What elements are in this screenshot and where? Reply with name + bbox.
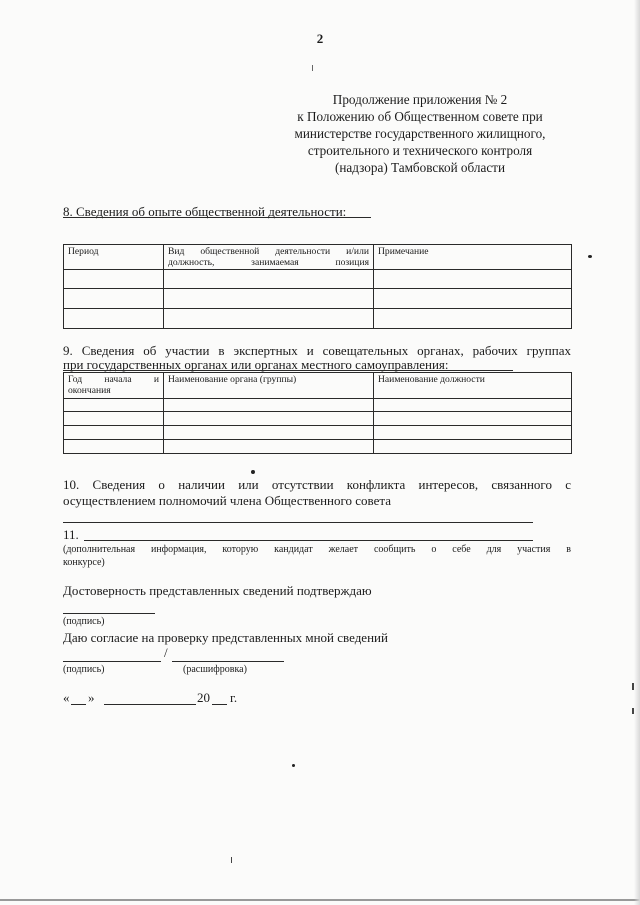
confirmation-text: Достоверность представленных сведений подтверждаю	[63, 583, 372, 598]
table-row	[64, 270, 572, 289]
signature-label: (подпись)	[63, 616, 105, 627]
table-cell[interactable]	[64, 412, 164, 426]
table-cell[interactable]	[64, 440, 164, 454]
date-year-suffix: г.	[230, 690, 238, 705]
appendix-header	[270, 91, 570, 176]
expert-bodies-table	[63, 372, 572, 454]
page-number: 2	[316, 31, 324, 46]
column-header-period: Период	[64, 245, 164, 270]
column-header-years: Год начала и окончания	[64, 373, 164, 399]
section11-note-line1: (дополнительная информация, которую кандидат желает сообщить о себе для участия в	[63, 544, 571, 555]
header-line: министерстве государственного жилищного,	[294, 126, 546, 141]
section8-title: 8. Сведения об опыте общественной деятельности:	[63, 204, 347, 219]
decoding-label: (расшифровка)	[183, 664, 247, 675]
activity-table	[63, 244, 572, 329]
table-cell[interactable]	[64, 426, 164, 440]
date-year-prefix: 20	[197, 690, 210, 705]
signature-label-2: (подпись)	[63, 664, 105, 675]
table-cell[interactable]	[374, 270, 572, 289]
table-cell[interactable]	[374, 426, 572, 440]
date-open-quote: «	[63, 690, 70, 705]
section9-title-line1: 9. Сведения об участии в экспертных и совещательных органах, рабочих группах	[63, 343, 571, 358]
section9-title-underline	[63, 370, 513, 371]
table-cell[interactable]	[374, 412, 572, 426]
table-cell[interactable]	[64, 309, 164, 329]
column-header-activity: Вид общественной деятельности и/или должность, занимаемая позиция	[164, 245, 374, 270]
date-day-line[interactable]	[71, 704, 86, 705]
section11-answer-line[interactable]	[84, 540, 533, 541]
header-line: строительного и технического контроля	[307, 143, 533, 158]
scan-edge-shadow	[634, 0, 640, 905]
table-cell[interactable]	[374, 440, 572, 454]
table-cell[interactable]	[164, 289, 374, 309]
section11-number: 11.	[63, 527, 79, 542]
table-cell[interactable]	[64, 399, 164, 412]
decoding-line[interactable]	[172, 661, 284, 662]
scan-speck	[588, 255, 592, 258]
table-row	[64, 426, 572, 440]
table-cell[interactable]	[164, 440, 374, 454]
scan-mark	[0, 899, 640, 901]
table-cell[interactable]	[374, 399, 572, 412]
date-year-line[interactable]	[212, 704, 227, 705]
table-row	[64, 412, 572, 426]
table-row	[64, 309, 572, 329]
scan-mark	[231, 857, 232, 863]
table-cell[interactable]	[164, 412, 374, 426]
scan-mark	[312, 65, 313, 71]
section10-line2: осуществлением полномочий члена Общественного совета	[63, 493, 391, 508]
date-close-quote: »	[88, 690, 95, 705]
table-cell[interactable]	[64, 289, 164, 309]
consent-text: Даю согласие на проверку представленных мной сведений	[63, 630, 388, 645]
signature-line[interactable]	[63, 613, 155, 614]
section10-answer-line	[63, 522, 533, 523]
table-row	[64, 440, 572, 454]
date-month-line[interactable]	[104, 704, 196, 705]
table-row	[64, 399, 572, 412]
header-line: к Положению об Общественном совете при	[297, 109, 543, 124]
signature-separator: /	[164, 645, 168, 660]
table-cell[interactable]	[374, 309, 572, 329]
table-row	[64, 289, 572, 309]
table-cell[interactable]	[164, 399, 374, 412]
header-line: Продолжение приложения № 2	[332, 92, 508, 107]
table-cell[interactable]	[164, 309, 374, 329]
section11-note-line2: конкурсе)	[63, 557, 105, 568]
table-cell[interactable]	[164, 270, 374, 289]
column-header-position: Наименование должности	[374, 373, 572, 399]
scan-speck	[251, 470, 255, 474]
table-cell[interactable]	[64, 270, 164, 289]
section9-title-line2: при государственных органах или органах местного самоуправления:	[63, 357, 449, 372]
scan-speck	[292, 764, 295, 767]
table-header-row	[64, 373, 572, 399]
section10-line1: 10. Сведения о наличии или отсутствии конфликта интересов, связанного с	[63, 477, 571, 492]
signature-line-2[interactable]	[63, 661, 161, 662]
table-header-row	[64, 245, 572, 270]
column-header-note: Примечание	[374, 245, 572, 270]
table-cell[interactable]	[164, 426, 374, 440]
table-cell[interactable]	[374, 289, 572, 309]
section8-title-underline	[63, 217, 371, 218]
header-line: (надзора) Тамбовской области	[334, 160, 506, 175]
column-header-body-name: Наименование органа (группы)	[164, 373, 374, 399]
